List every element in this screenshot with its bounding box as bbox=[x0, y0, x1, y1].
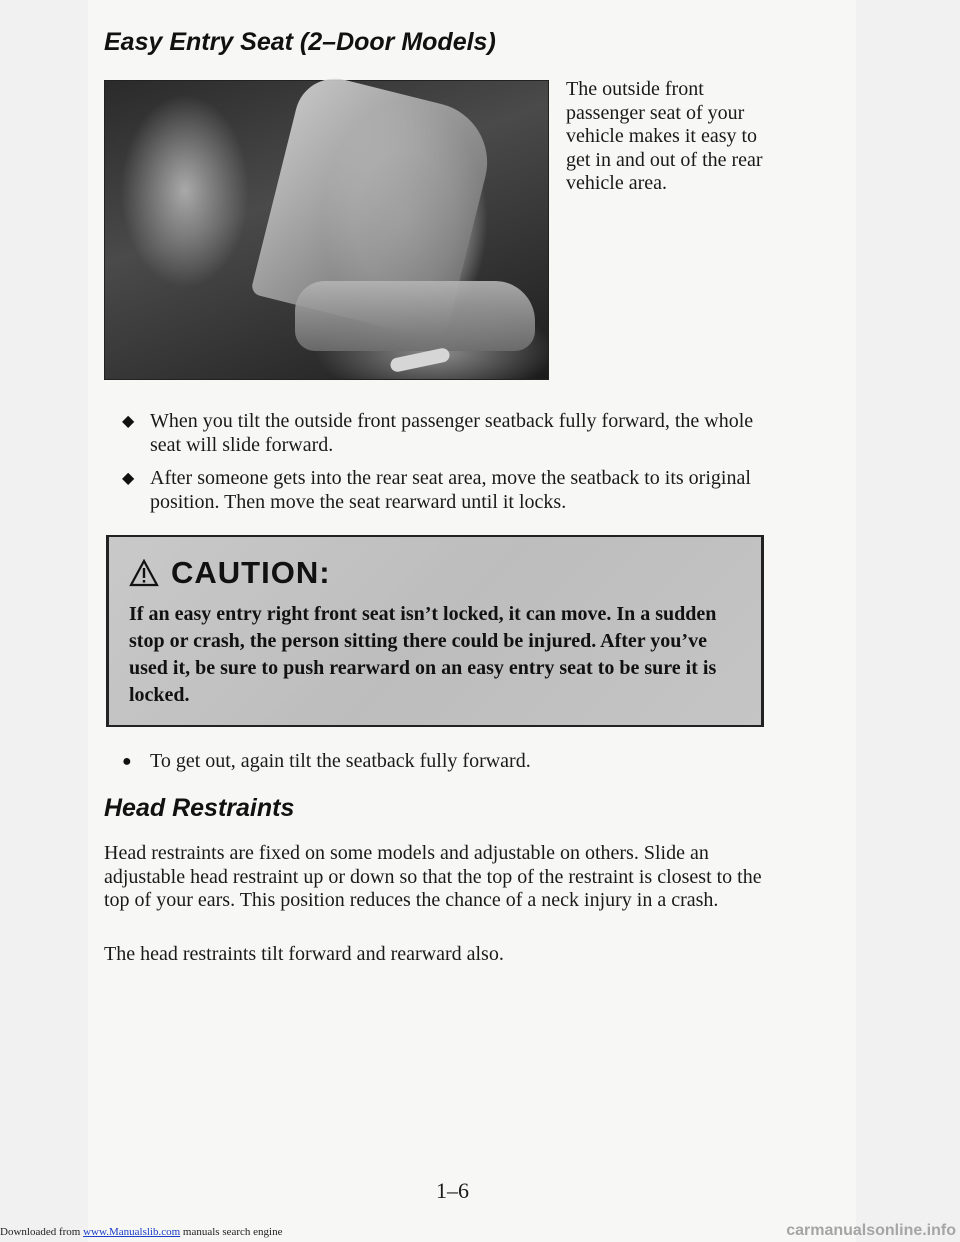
bullet-text: When you tilt the outside front passenger seatback fully forward, the whole seat will slide forward. bbox=[150, 410, 754, 456]
footer-suffix: manuals search engine bbox=[182, 1226, 283, 1238]
diamond-bullet-icon: ◆ bbox=[122, 413, 135, 430]
head-restraints-tilt-paragraph: The head restraints tilt forward and rearward also. bbox=[104, 943, 504, 965]
diamond-bullet-icon: ◆ bbox=[122, 470, 135, 487]
caution-title: CAUTION: bbox=[171, 555, 331, 590]
round-bullet-icon: ● bbox=[122, 753, 132, 770]
section-title-head-restraints: Head Restraints bbox=[104, 794, 295, 822]
caution-header bbox=[129, 555, 331, 591]
manualslib-link[interactable]: www.Manualslib.com bbox=[83, 1226, 181, 1238]
photo-seat-cushion bbox=[295, 281, 535, 351]
footer-prefix: Downloaded from bbox=[0, 1226, 81, 1238]
watermark: carmanualsonline.info bbox=[786, 1222, 956, 1239]
caution-text: If an easy entry right front seat isn’t locked, it can move. In a sudden stop or crash, the person sitting there could be injured. After you’ve used it, be sure to push rearward on an easy entry seat to be sure it is locked. bbox=[129, 603, 717, 706]
section-title-easy-entry: Easy Entry Seat (2–Door Models) bbox=[104, 28, 496, 56]
page-number: 1–6 bbox=[436, 1178, 469, 1203]
download-footer bbox=[0, 1226, 282, 1238]
list-item bbox=[122, 750, 782, 774]
caution-box bbox=[106, 535, 764, 727]
head-restraints-paragraph: Head restraints are fixed on some models and adjustable on others. Slide an adjustable head restraint up or down so that the top of the restraint is closest to the top of your ears. This position reduces the chance of a neck injury in a crash. bbox=[104, 842, 762, 911]
list-item bbox=[122, 467, 782, 514]
bullet-text: After someone gets into the rear seat area, move the seatback to its original position. Then move the seat rearward until it locks. bbox=[150, 467, 751, 513]
seat-photo bbox=[104, 80, 549, 380]
bullet-text: To get out, again tilt the seatback fully forward. bbox=[150, 750, 531, 772]
intro-paragraph: The outside front passenger seat of your vehicle makes it easy to get in and out of the rear vehicle area. bbox=[566, 78, 763, 194]
list-item bbox=[122, 410, 782, 457]
warning-triangle-icon bbox=[129, 559, 159, 587]
